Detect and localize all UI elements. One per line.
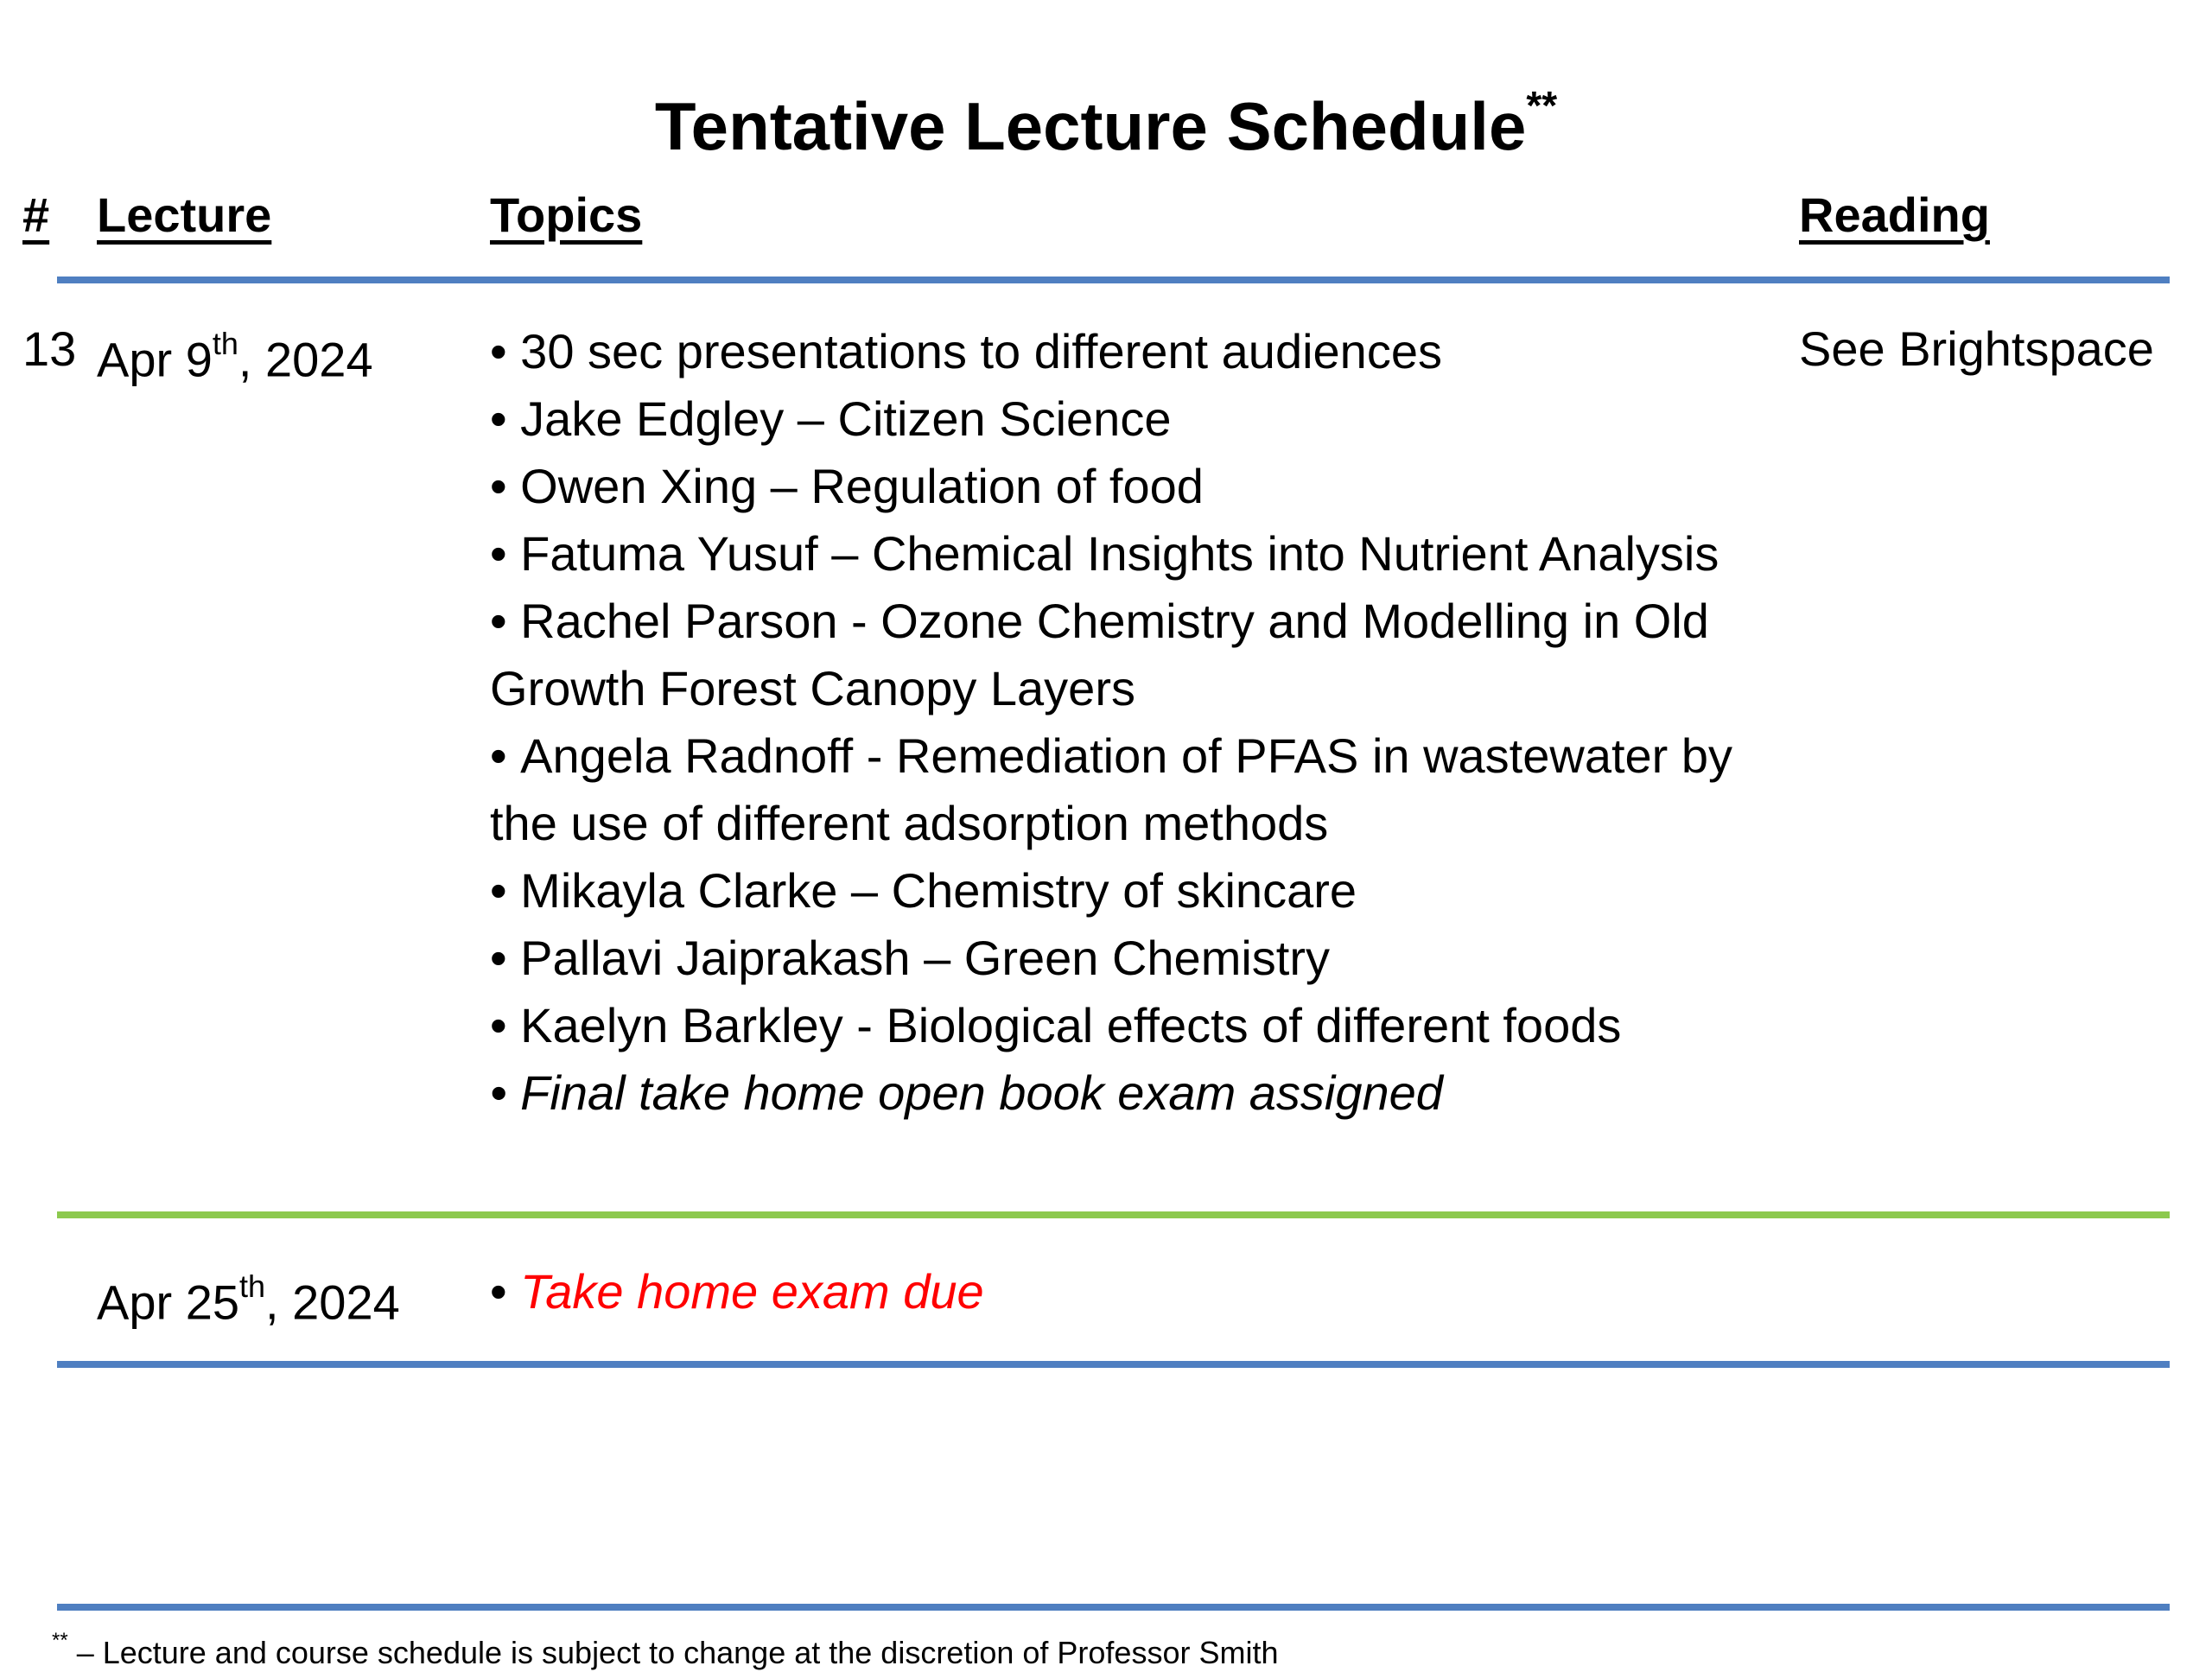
footnote <box>52 1627 1278 1672</box>
row-13-reading: See Brightspace <box>1799 321 2154 376</box>
row-13-date-day: Apr 9 <box>97 332 213 387</box>
bullet: • <box>490 1264 521 1319</box>
row-2-date-day: Apr 25 <box>97 1275 239 1330</box>
topic-item: • Mikayla Clarke – Chemistry of skincare <box>490 857 1769 925</box>
row-13-date <box>97 319 373 391</box>
header-number: # <box>22 188 50 242</box>
header-divider <box>57 277 2170 283</box>
topic-item: • Jake Edgley – Citizen Science <box>490 385 1769 453</box>
topic-item: • Owen Xing – Regulation of food <box>490 453 1769 520</box>
title-footnote-marker: ** <box>1526 83 1558 128</box>
footnote-text: – Lecture and course schedule is subject to change at the discretion of Professor Smith <box>67 1635 1279 1670</box>
row-13-number: 13 <box>22 321 77 376</box>
row-2-date <box>97 1262 400 1333</box>
row-2-date-suffix: th <box>239 1268 266 1304</box>
page-title <box>0 71 2212 168</box>
row-divider <box>57 1361 2170 1368</box>
topic-item: • Kaelyn Barkley - Biological effects of different foods <box>490 992 1769 1059</box>
header-reading: Reading <box>1799 188 1990 242</box>
footnote-marker: ** <box>52 1629 68 1652</box>
row-divider <box>57 1211 2170 1218</box>
topic-item: • Rachel Parson - Ozone Chemistry and Modelling in Old Growth Forest Canopy Layers <box>490 588 1769 722</box>
footer-divider <box>57 1604 2170 1611</box>
row-13-date-suffix: th <box>212 326 238 361</box>
row-2-date-year: , 2024 <box>265 1275 400 1330</box>
header-topics: Topics <box>490 188 643 242</box>
topic-item: • Angela Radnoff - Remediation of PFAS in wastewater by the use of different adsorption methods <box>490 722 1769 857</box>
exam-due-text: Take home exam due <box>520 1264 984 1319</box>
topic-item: • Pallavi Jaiprakash – Green Chemistry <box>490 925 1769 992</box>
topic-item-final-exam: • Final take home open book exam assigned <box>490 1059 1769 1127</box>
topic-item: • Fatuma Yusuf – Chemical Insights into Nutrient Analysis <box>490 520 1769 588</box>
title-text: Tentative Lecture Schedule <box>654 88 1527 164</box>
row-13-date-year: , 2024 <box>238 332 373 387</box>
topic-item: • 30 sec presentations to different audiences <box>490 318 1769 385</box>
header-lecture: Lecture <box>97 188 272 242</box>
row-13-topics-list <box>490 318 1769 1127</box>
row-2-topic <box>490 1262 984 1322</box>
